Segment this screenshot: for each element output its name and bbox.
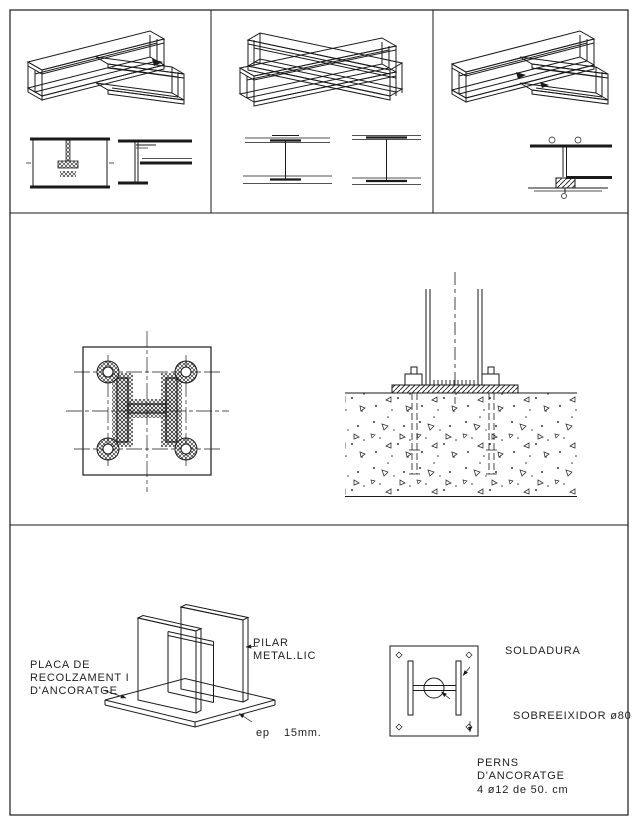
column-flange xyxy=(166,378,177,442)
leader-overflow xyxy=(442,692,451,699)
web-lines xyxy=(413,686,456,691)
anchor-nut-left xyxy=(405,374,422,385)
column-web xyxy=(128,404,166,413)
corner-hole-mark xyxy=(396,652,402,658)
label-perns-line2: D'ANCORATGE xyxy=(477,770,565,782)
corner-hole-mark xyxy=(466,724,472,730)
weld-seam xyxy=(66,140,70,161)
section-beam-side xyxy=(26,139,114,187)
corner-hole-mark xyxy=(466,652,472,658)
label-thickness-prefix: ep xyxy=(256,727,270,739)
base-plate-iso-top xyxy=(105,679,275,723)
base-plate-iso-edge xyxy=(105,700,275,727)
concrete-fill xyxy=(345,393,577,496)
seat-block xyxy=(556,178,575,188)
section-i-beam-left xyxy=(243,136,332,184)
label-perns-line1: PERNS xyxy=(477,757,519,769)
section-beam-connection xyxy=(118,141,192,183)
weld-ticks xyxy=(431,380,477,385)
corner-hole-mark xyxy=(396,724,402,730)
base-plate-section xyxy=(392,385,518,393)
anchor-bolt-stub xyxy=(411,367,417,374)
base-plate-detail-plan xyxy=(390,646,478,736)
foundation-section xyxy=(345,272,577,497)
iso-beam-t-joint-seated xyxy=(452,31,608,104)
anchor-nut-right xyxy=(482,374,499,385)
column-rear-flange xyxy=(181,607,243,702)
overflow-circle xyxy=(424,678,444,698)
column-flange-lines xyxy=(426,289,482,385)
iso-beam-cross xyxy=(240,33,402,106)
annotations xyxy=(30,637,632,796)
flange-right xyxy=(456,661,461,715)
flange-left xyxy=(408,661,413,715)
label-pilar-line1: PILAR xyxy=(253,637,289,649)
label-sobreeixidor: SOBREEIXIDOR ø80 xyxy=(513,710,632,722)
panel-beam-t-joint xyxy=(26,31,192,187)
section-i-beam-right xyxy=(352,136,421,185)
panel-beam-cross-joint xyxy=(240,33,421,185)
column-flange xyxy=(117,378,128,442)
label-placa-line3: D'ANCORATGE xyxy=(30,685,118,697)
leader-weld xyxy=(463,667,470,676)
base-plate-plan xyxy=(66,331,229,492)
label-soldadura: SOLDADURA xyxy=(505,645,581,657)
label-placa-line1: PLACA DE xyxy=(30,659,91,671)
column-base-isometric xyxy=(103,605,275,728)
panel-beam-t-joint-seated xyxy=(452,31,612,199)
leader-thickness xyxy=(239,714,252,723)
label-pilar-line2: METAL.LIC xyxy=(253,650,317,662)
iso-beam-t-joint xyxy=(28,31,184,104)
label-placa-line2: RECOLZAMENT I xyxy=(30,672,130,684)
column-web xyxy=(168,632,214,703)
section-seated-connection xyxy=(528,137,612,199)
column-front-flange xyxy=(138,618,196,713)
label-perns-line3: 4 ø12 de 50. cm xyxy=(477,784,569,796)
main-beam-top-flange xyxy=(452,31,594,72)
anchor-bolt-stub xyxy=(488,367,494,374)
weld-block xyxy=(58,161,78,168)
label-thickness-value: 15mm. xyxy=(284,727,322,739)
